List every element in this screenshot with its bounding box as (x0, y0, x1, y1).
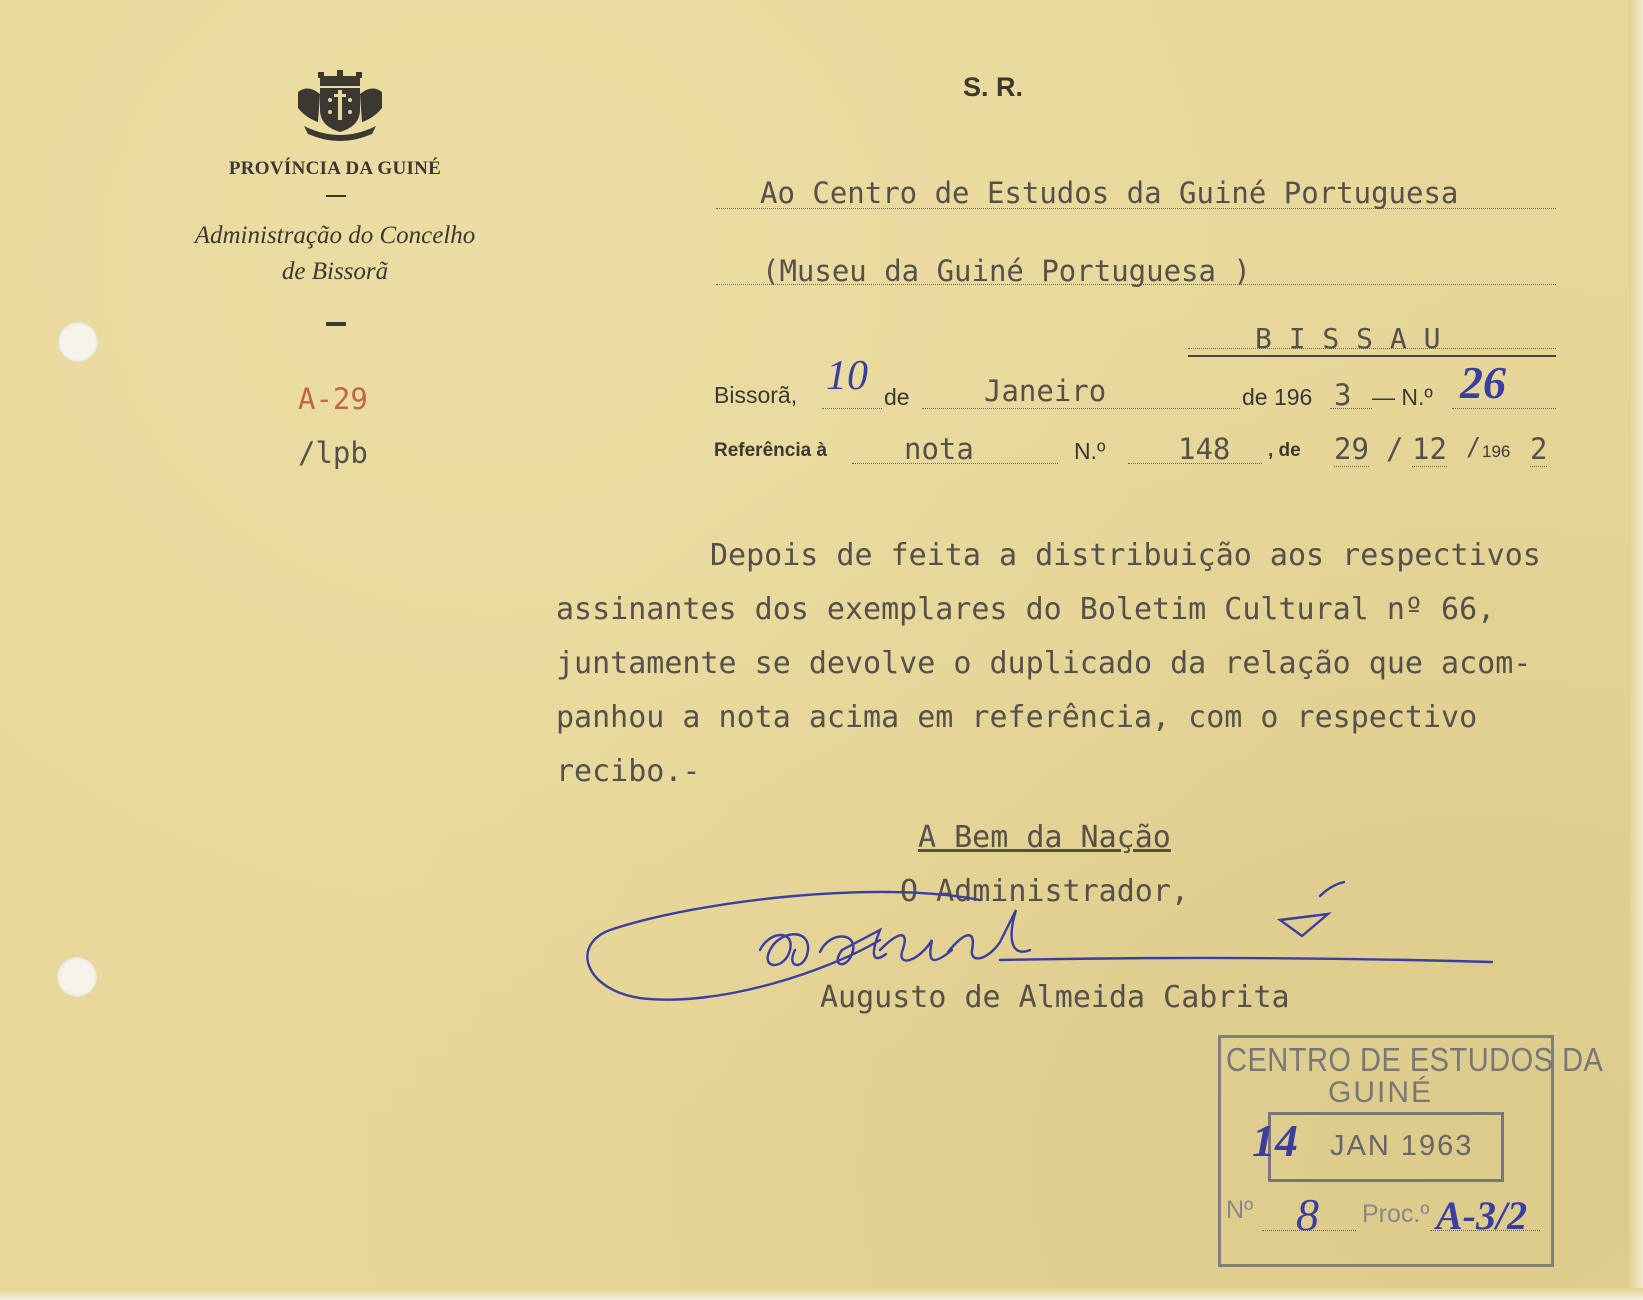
stamp-no-label: Nº (1226, 1196, 1254, 1224)
header-divider (326, 195, 346, 197)
year-prefix: de 196 (1242, 384, 1313, 410)
header-dash (326, 322, 346, 326)
stamp-line2: GUINÉ (1328, 1076, 1434, 1109)
coat-of-arms-icon (290, 70, 390, 146)
closing-title: O Administrador, (900, 874, 1189, 909)
punch-hole-bottom (57, 957, 97, 997)
reference-year-suffix: 2 (1530, 432, 1548, 466)
paper-edge-bottom (0, 1288, 1643, 1300)
closing-salutation: A Bem da Nação (918, 820, 1171, 855)
body-line1: Depois de feita a distribuição aos respectivos (710, 538, 1541, 573)
body-line3: juntamente se devolve o duplicado da relação que acom- (556, 646, 1532, 681)
punch-hole-top (58, 322, 98, 362)
routing-mark: S. R. (963, 72, 1024, 102)
reference-sep2: / (1466, 432, 1482, 461)
stamp-day: 14 (1252, 1115, 1298, 1166)
paper-edge-right (1629, 0, 1643, 1300)
reference-year-prefix: 196 (1482, 442, 1511, 461)
reference-number-label: N.º (1074, 438, 1106, 464)
year-suffix: 3 (1334, 378, 1352, 412)
administration-line2: de Bissorã (281, 258, 389, 285)
reference-month: 12 (1412, 432, 1447, 466)
addressee-line2: (Museu da Guiné Portuguesa ) (762, 254, 1251, 288)
province-label: PROVÍNCIA DA GUINÉ (228, 158, 442, 179)
stamp-proc-value: A-3/2 (1436, 1193, 1528, 1238)
reference-sep1: / (1386, 432, 1404, 466)
number-label: — N.º (1372, 384, 1433, 410)
stamp-month-year: JAN 1963 (1330, 1130, 1474, 1162)
reference-type: nota (904, 432, 974, 466)
reference-day: 29 (1334, 432, 1369, 466)
file-code: A-29 (298, 382, 368, 416)
place-label: Bissorã, (714, 382, 798, 408)
body-line4: panhou a nota acima em referência, com o respectivo (556, 700, 1478, 735)
date-day: 10 (826, 353, 868, 399)
addressee-city: B I S S A U (1255, 322, 1441, 355)
letter-number: 26 (1460, 357, 1506, 408)
reference-number: 148 (1178, 432, 1231, 466)
stamp-no-value: 8 (1296, 1189, 1319, 1240)
day-rule (822, 408, 882, 409)
administration-line1: Administração do Concelho (194, 222, 476, 249)
date-de-label: de (884, 384, 910, 410)
reference-date-label: , de (1268, 440, 1301, 461)
body-line2: assinantes dos exemplares do Boletim Cultural nº 66, (556, 592, 1496, 627)
date-month: Janeiro (984, 374, 1107, 408)
addressee-line1: Ao Centro de Estudos da Guiné Portuguesa (760, 176, 1459, 210)
signatory-name: Augusto de Almeida Cabrita (820, 980, 1290, 1015)
reference-label: Referência à (714, 440, 828, 461)
body-line5: recibo.- (556, 754, 701, 789)
month-rule (922, 408, 1240, 409)
stamp-line1: CENTRO DE ESTUDOS DA (1226, 1042, 1604, 1079)
stamp-proc-label: Proc.º (1362, 1200, 1430, 1228)
author-initials: /lpb (298, 436, 368, 470)
